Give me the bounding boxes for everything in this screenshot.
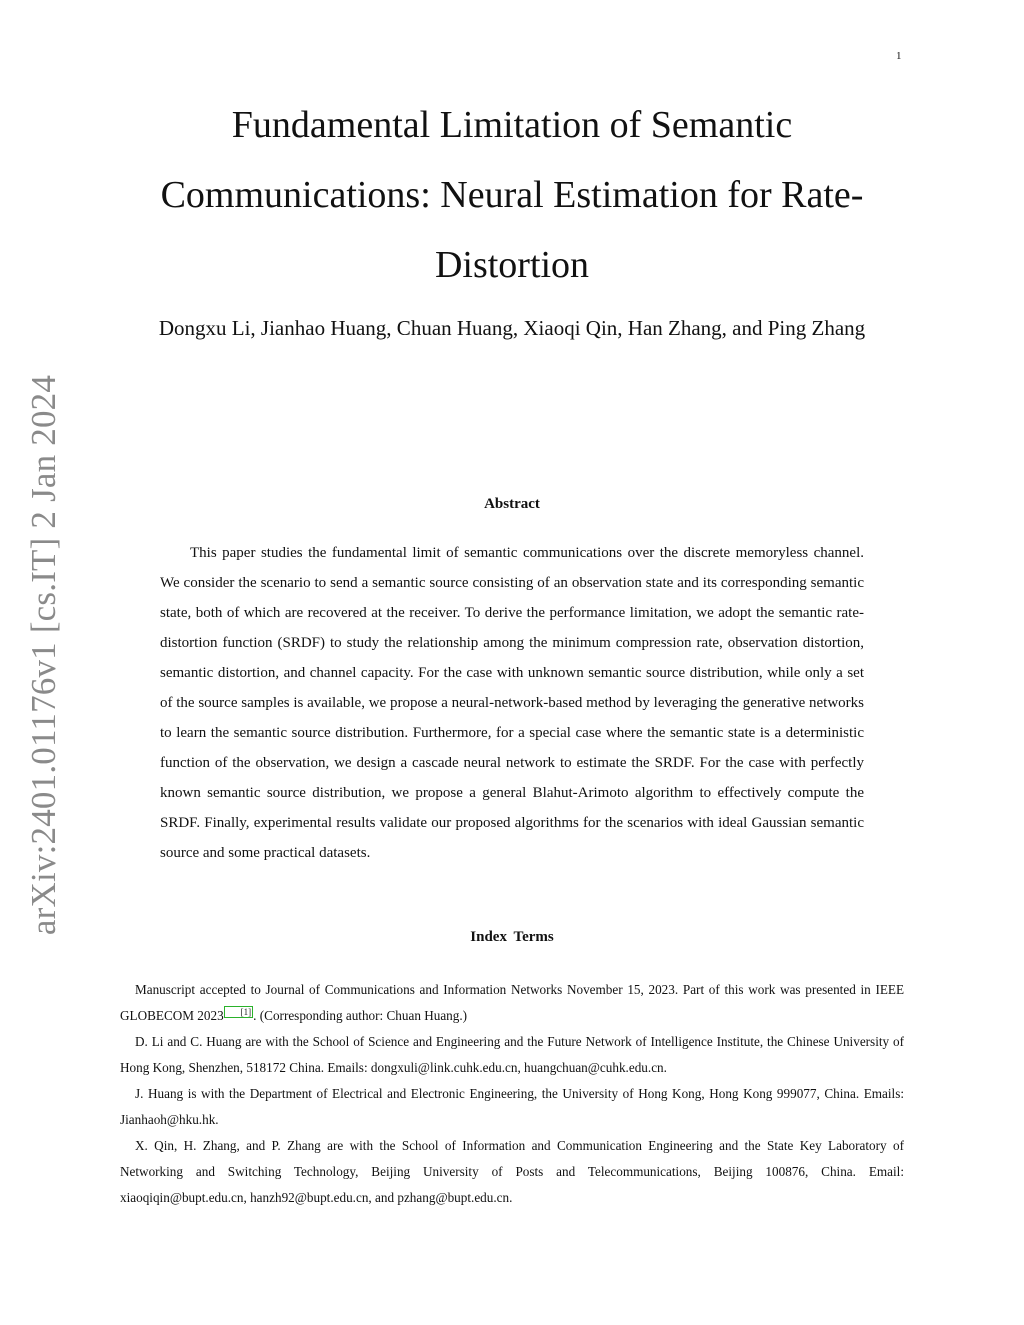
footnote-affiliation-jhuang: J. Huang is with the Department of Electrical and Electronic Engineering, the University of Hong Kong, Hong Kong 999077, China. Emails: Jianhaoh@hku.hk. [120,1086,904,1127]
arxiv-identifier[interactable]: arXiv:2401.01176v1 [cs.IT] 2 Jan 2024 [24,374,63,936]
page-number: 1 [896,50,902,62]
footnote-affiliation-qin-zhang: X. Qin, H. Zhang, and P. Zhang are with the School of Information and Communication Engineering and the State Key Laboratory of Networking and Switching Technology, Beijing University of Posts and Telecommunications, Beijing 100876, China. Email: xiaoqiqin@bupt.edu.cn, hanzh92@bupt.edu.cn, and pzhang@bupt.edu.cn. [120,1138,904,1205]
abstract-body: This paper studies the fundamental limit of semantic communications over the discrete memoryless channel. We consider the scenario to send a semantic source consisting of an observation state and its corresponding semantic state, both of which are recovered at the receiver. To derive the performance limitation, we adopt the semantic rate-distortion function (SRDF) to study the relationship among the minimum compression rate, observation distortion, semantic distortion, and channel capacity. For the case with unknown semantic source distribution, while only a set of the source samples is available, we propose a neural-network-based method by leveraging the generative networks to learn the semantic source distribution. Furthermore, for a special case where the semantic state is a deterministic function of the observation, we design a cascade neural network to estimate the SRDF. For the case with perfectly known semantic source distribution, we propose a general Blahut-Arimoto algorithm to effectively compute the SRDF. Finally, experimental results validate our proposed algorithms for the scenarios with ideal Gaussian semantic source and some practical datasets. [160,545,864,861]
footnote-manuscript-text: Manuscript accepted to Journal of Communications and Information Networks November 15, 2023. Part of this work was presented in IEEE GLOBECOM 2023 [120,982,904,1023]
footnote-affiliation-li-huang: D. Li and C. Huang are with the School of Science and Engineering and the Future Network of Intelligence Institute, the Chinese University of Hong Kong, Shenzhen, 518172 China. Emails: dongxuli@link.cuhk.edu.cn, huangchuan@cuhk.edu.cn. [120,1034,904,1075]
footnote-manuscript-tail: . (Corresponding author: Chuan Huang.) [253,1008,468,1023]
footnotes [120,977,904,1211]
footnote-manuscript [120,977,904,1029]
index-terms-heading: Index Terms [470,929,554,945]
paper-title: Fundamental Limitation of Semantic Communications: Neural Estimation for Rate-Distortion [160,104,864,286]
abstract-heading: Abstract [484,496,540,512]
citation-link[interactable]: [1] [224,1006,254,1018]
author-list: Dongxu Li, Jianhao Huang, Chuan Huang, Xiaoqi Qin, Han Zhang, and Ping Zhang [158,316,866,340]
